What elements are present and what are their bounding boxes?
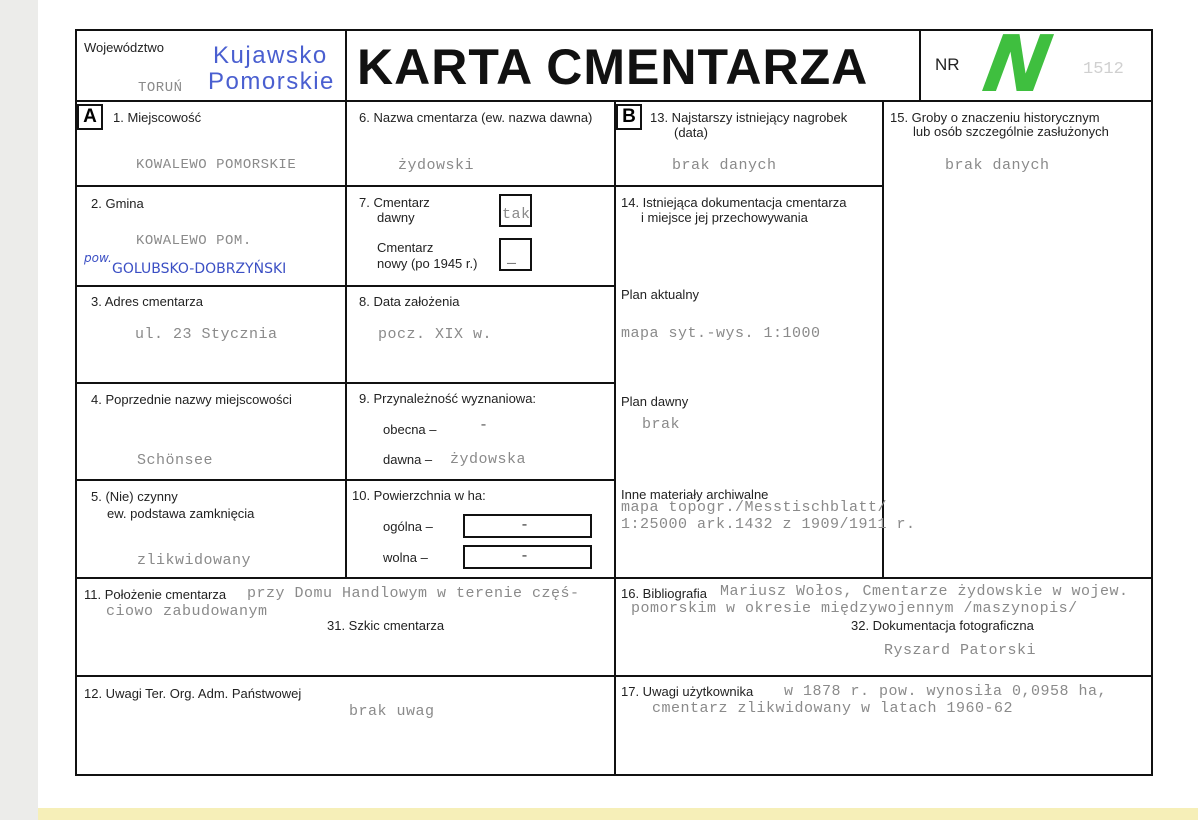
page-title: KARTA CMENTARZA <box>357 39 869 95</box>
plan-current-value: mapa syt.-wys. 1:1000 <box>621 325 821 342</box>
field-9-former-value: żydowska <box>450 451 527 468</box>
field-12-label: 12. Uwagi Ter. Org. Adm. Państwowej <box>84 686 302 701</box>
field-7b-label-1: Cmentarz <box>377 240 434 255</box>
field-11-label: 11. Położenie cmentarza <box>84 587 227 602</box>
plan-former-value: brak <box>642 416 681 433</box>
field-11-value-2: ciowo zabudowanym <box>106 603 268 620</box>
scan-margin <box>0 0 38 820</box>
field-10-free-label: wolna – <box>383 550 428 565</box>
section-a-marker: A <box>77 104 103 130</box>
voivodeship-value: TORUŃ <box>138 80 183 96</box>
old-cemetery-value: tak <box>502 206 531 223</box>
field-17-value-1: w 1878 r. pow. wynosiła 0,0958 ha, <box>784 683 1108 700</box>
field-14-label-2: i miejsce jej przechowywania <box>641 210 808 225</box>
field-6-value: żydowski <box>398 157 475 174</box>
field-13-value: brak danych <box>672 157 777 174</box>
field-5-label-2: ew. podstawa zamknięcia <box>107 506 255 521</box>
field-16-value-1: Mariusz Wołos, Cmentarze żydowskie w wojew. <box>720 583 1129 600</box>
field-14-label-1: 14. Istniejąca dokumentacja cmentarza <box>621 195 847 210</box>
col-divider-2 <box>614 100 616 776</box>
plan-current-label: Plan aktualny <box>621 287 700 302</box>
field-4-label: 4. Poprzednie nazwy miejscowości <box>91 392 292 407</box>
field-9-former-label: dawna – <box>383 452 433 467</box>
field-11-value-1: przy Domu Handlowym w terenie częś- <box>247 585 580 602</box>
field-10-free-value: - <box>520 548 530 565</box>
field-32-label: 32. Dokumentacja fotograficzna <box>851 618 1034 633</box>
field-6-label: 6. Nazwa cmentarza (ew. nazwa dawna) <box>359 110 593 125</box>
field-2-label: 2. Gmina <box>91 196 144 211</box>
field-7-label-1: 7. Cmentarz <box>359 195 430 210</box>
col-divider-1 <box>345 29 347 578</box>
field-8-value: pocz. XIX w. <box>378 326 493 343</box>
field-10-total-value: - <box>520 517 530 534</box>
row-divider-1 <box>75 185 883 187</box>
field-2-handwritten-value: GOLUBSKO-DOBRZYŃSKI <box>112 261 287 277</box>
field-9-current-label: obecna – <box>383 422 437 437</box>
field-31-label: 31. Szkic cmentarza <box>327 618 445 633</box>
section-b-marker: B <box>616 104 642 130</box>
nr-divider <box>919 29 921 101</box>
field-2-value: KOWALEWO POM. <box>136 233 252 249</box>
field-13-label-1: 13. Najstarszy istniejący nagrobek <box>650 110 848 125</box>
field-5-label-1: 5. (Nie) czynny <box>91 489 178 504</box>
field-16-label: 16. Bibliografia <box>621 586 707 601</box>
field-8-label: 8. Data założenia <box>359 294 460 309</box>
nr-faint-number: 1512 <box>1083 60 1124 79</box>
new-cemetery-value: _ <box>507 250 517 267</box>
field-15-value: brak danych <box>945 157 1050 174</box>
field-1-label: 1. Miejscowość <box>113 110 202 125</box>
field-16-value-2: pomorskim w okresie międzywojennym /maszynopis/ <box>631 600 1078 617</box>
field-10-total-label: ogólna – <box>383 519 433 534</box>
field-5-value: zlikwidowany <box>137 552 252 569</box>
voivodeship-label: Województwo <box>84 40 164 55</box>
field-15-label-1: 15. Groby o znaczeniu historycznym <box>890 110 1100 125</box>
field-17-value-2: cmentarz zlikwidowany w latach 1960-62 <box>652 700 1014 717</box>
field-4-value: Schönsee <box>137 452 214 469</box>
field-17-label: 17. Uwagi użytkownika <box>621 684 754 699</box>
stamp-line-2: Pomorskie <box>208 68 335 95</box>
field-10-label: 10. Powierzchnia w ha: <box>352 488 486 503</box>
stamp-line-1: Kujawsko <box>213 42 328 69</box>
field-15-label-2: lub osób szczególnie zasłużonych <box>913 124 1109 139</box>
nr-handwritten-mark: N <box>977 20 1059 110</box>
field-3-label: 3. Adres cmentarza <box>91 294 203 309</box>
other-materials-label: Inne materiały archiwalne <box>621 487 769 502</box>
field-7b-label-2: nowy (po 1945 r.) <box>377 256 478 271</box>
field-32-value: Ryszard Patorski <box>884 642 1037 659</box>
field-9-label: 9. Przynależność wyznaniowa: <box>359 391 537 406</box>
nr-label: NR <box>935 55 960 74</box>
field-1-value: KOWALEWO POMORSKIE <box>136 157 297 173</box>
field-12-value: brak uwag <box>349 703 435 720</box>
field-9-current-value: - <box>479 417 489 434</box>
field-3-value: ul. 23 Stycznia <box>135 326 278 343</box>
field-2-handwritten-prefix: pow. <box>84 251 112 265</box>
field-7-label-2: dawny <box>377 210 415 225</box>
field-13-label-2: (data) <box>674 125 708 140</box>
other-materials-value-2: 1:25000 ark.1432 z 1909/1911 r. <box>621 516 916 533</box>
other-materials-value-1: mapa topogr./Messtischblatt/ <box>621 499 888 516</box>
sheet-edge <box>38 808 1198 820</box>
plan-former-label: Plan dawny <box>621 394 689 409</box>
